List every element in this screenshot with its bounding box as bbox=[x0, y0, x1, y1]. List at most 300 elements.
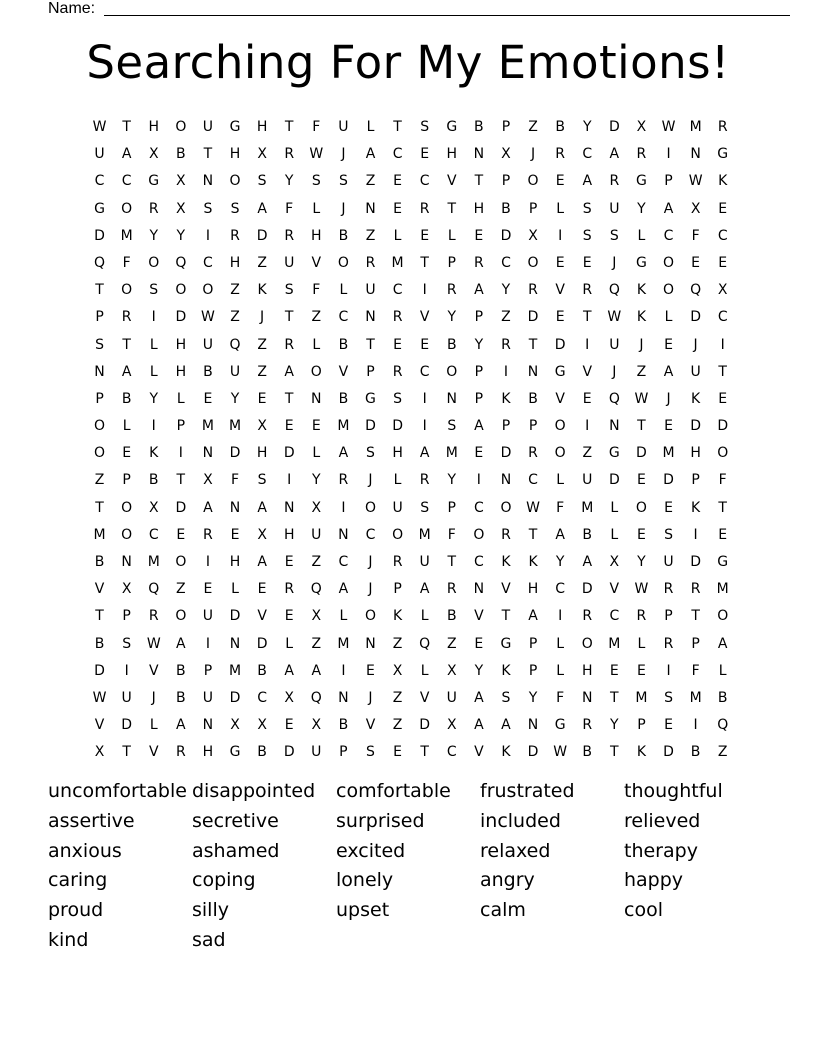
grid-letter: E bbox=[420, 336, 430, 353]
grid-letter: R bbox=[609, 173, 620, 190]
grid-letter: Y bbox=[474, 662, 484, 679]
grid-letter: D bbox=[554, 336, 566, 353]
grid-letter: H bbox=[690, 445, 701, 462]
grid-letter: V bbox=[338, 363, 349, 380]
grid-letter: U bbox=[121, 689, 132, 706]
grid-letter: K bbox=[257, 282, 267, 299]
grid-letter: E bbox=[691, 254, 701, 271]
grid-letter: O bbox=[121, 282, 133, 299]
grid-letter: Q bbox=[310, 581, 322, 598]
word-bank-item: angry bbox=[480, 869, 535, 892]
grid-letter: C bbox=[419, 173, 430, 190]
grid-letter: A bbox=[311, 662, 322, 679]
grid-letter: W bbox=[309, 146, 324, 163]
grid-letter: E bbox=[366, 662, 375, 679]
grid-letter: A bbox=[121, 146, 132, 163]
grid-letter: S bbox=[609, 227, 619, 244]
grid-letter: B bbox=[338, 336, 349, 353]
grid-letter: L bbox=[420, 608, 429, 625]
grid-letter: N bbox=[473, 146, 485, 163]
grid-letter: Z bbox=[392, 635, 403, 652]
word-bank-item: happy bbox=[624, 869, 684, 892]
grid-letter: L bbox=[312, 336, 321, 353]
grid-letter: K bbox=[691, 390, 701, 407]
grid-letter: T bbox=[95, 282, 104, 299]
word-bank-item: upset bbox=[336, 899, 390, 922]
grid-letter: R bbox=[284, 581, 295, 598]
grid-letter: W bbox=[553, 744, 568, 761]
grid-letter: K bbox=[528, 554, 538, 570]
grid-letter: R bbox=[148, 200, 159, 217]
word-bank-item: kind bbox=[48, 928, 89, 951]
grid-letter: T bbox=[718, 499, 727, 516]
grid-letter: S bbox=[203, 200, 213, 217]
grid-letter: R bbox=[284, 227, 295, 244]
grid-letter: N bbox=[338, 526, 349, 543]
grid-letter: L bbox=[176, 390, 185, 407]
grid-letter: L bbox=[556, 200, 565, 217]
word-bank-item: coping bbox=[192, 869, 256, 892]
grid-letter: M bbox=[201, 418, 214, 435]
grid-letter: G bbox=[446, 119, 458, 135]
grid-letter: Y bbox=[474, 336, 484, 353]
grid-letter: J bbox=[612, 363, 617, 380]
grid-letter: R bbox=[501, 336, 511, 353]
grid-letter: L bbox=[447, 227, 456, 244]
grid-letter: Z bbox=[528, 119, 538, 135]
grid-letter: A bbox=[474, 282, 484, 299]
grid-letter: E bbox=[474, 227, 484, 244]
grid-letter: A bbox=[257, 554, 267, 570]
grid-letter: X bbox=[230, 717, 240, 734]
grid-letter: M bbox=[120, 227, 133, 244]
grid-letter: L bbox=[366, 119, 375, 135]
word-bank-item: proud bbox=[48, 899, 104, 922]
grid-letter: O bbox=[581, 635, 593, 652]
grid-letter: R bbox=[121, 309, 132, 326]
grid-letter: H bbox=[256, 445, 268, 462]
grid-letter: S bbox=[338, 173, 348, 190]
grid-letter: I bbox=[720, 336, 725, 353]
grid-letter: A bbox=[365, 146, 376, 163]
grid-letter: K bbox=[501, 744, 511, 761]
grid-letter: Z bbox=[176, 581, 186, 598]
word-bank-item: surprised bbox=[336, 809, 425, 832]
grid-letter: S bbox=[257, 472, 267, 489]
grid-letter: X bbox=[609, 554, 620, 570]
grid-letter: L bbox=[393, 227, 402, 244]
grid-letter: I bbox=[205, 227, 210, 244]
grid-letter: M bbox=[147, 554, 160, 570]
grid-letter: N bbox=[311, 390, 322, 407]
grid-letter: E bbox=[393, 744, 402, 761]
word-bank-item: therapy bbox=[624, 839, 698, 862]
grid-letter: Z bbox=[94, 472, 105, 489]
grid-letter: H bbox=[175, 336, 187, 353]
grid-letter: E bbox=[284, 717, 294, 734]
grid-letter: K bbox=[718, 173, 728, 190]
grid-letter: L bbox=[610, 499, 619, 516]
grid-letter: P bbox=[691, 635, 700, 652]
grid-letter: F bbox=[312, 119, 321, 135]
grid-letter: Y bbox=[149, 227, 159, 244]
grid-letter: B bbox=[338, 390, 349, 407]
grid-letter: T bbox=[393, 119, 402, 135]
grid-letter: F bbox=[447, 526, 456, 543]
grid-letter: Z bbox=[230, 309, 240, 326]
grid-letter: W bbox=[688, 173, 703, 190]
grid-letter: O bbox=[121, 499, 133, 516]
grid-letter: L bbox=[556, 472, 565, 489]
grid-letter: T bbox=[447, 200, 457, 217]
word-bank-item: lonely bbox=[336, 869, 394, 892]
grid-letter: L bbox=[610, 526, 619, 543]
grid-letter: X bbox=[636, 119, 647, 135]
grid-letter: D bbox=[717, 418, 729, 435]
word-bank-item: ashamed bbox=[192, 839, 280, 862]
grid-letter: X bbox=[690, 200, 701, 217]
grid-letter: T bbox=[122, 119, 131, 135]
grid-letter: I bbox=[341, 499, 346, 516]
grid-letter: G bbox=[554, 717, 566, 734]
grid-letter: X bbox=[148, 499, 159, 516]
grid-letter: M bbox=[662, 445, 675, 462]
grid-letter: E bbox=[718, 200, 728, 217]
grid-letter: Z bbox=[257, 254, 267, 271]
grid-letter: E bbox=[664, 717, 673, 734]
grid-letter: P bbox=[393, 581, 402, 598]
grid-letter: A bbox=[555, 526, 565, 543]
grid-letter: J bbox=[368, 554, 373, 570]
grid-letter: D bbox=[175, 499, 187, 516]
grid-letter: P bbox=[528, 418, 538, 435]
grid-letter: O bbox=[175, 554, 187, 570]
grid-letter: I bbox=[503, 363, 509, 380]
grid-letter: V bbox=[419, 309, 430, 326]
grid-letter: R bbox=[636, 146, 647, 163]
grid-letter: Z bbox=[365, 173, 376, 190]
grid-letter: R bbox=[284, 336, 295, 353]
grid-letter: T bbox=[610, 744, 619, 761]
grid-letter: A bbox=[528, 608, 538, 625]
grid-letter: S bbox=[284, 282, 294, 299]
grid-letter: Q bbox=[229, 336, 241, 353]
grid-letter: L bbox=[393, 472, 402, 489]
grid-letter: A bbox=[609, 146, 620, 163]
word-bank-item: uncomfortable bbox=[48, 780, 187, 802]
grid-letter: A bbox=[419, 581, 430, 598]
grid-letter: M bbox=[391, 254, 404, 271]
grid-letter: A bbox=[474, 717, 484, 734]
grid-letter: P bbox=[366, 363, 375, 380]
grid-letter: E bbox=[203, 581, 213, 598]
grid-letter: X bbox=[528, 227, 538, 244]
grid-letter: K bbox=[501, 390, 511, 407]
grid-letter: D bbox=[419, 717, 431, 734]
grid-letter: H bbox=[148, 119, 159, 135]
grid-letter: E bbox=[176, 526, 186, 543]
grid-letter: E bbox=[284, 418, 294, 435]
grid-letter: N bbox=[338, 689, 349, 706]
grid-letter: P bbox=[447, 254, 456, 271]
grid-letter: I bbox=[205, 635, 210, 652]
grid-letter: A bbox=[203, 499, 213, 516]
grid-letter: Y bbox=[230, 390, 240, 407]
grid-letter: I bbox=[558, 227, 563, 244]
grid-letter: C bbox=[419, 363, 430, 380]
grid-letter: M bbox=[635, 689, 648, 706]
grid-letter: C bbox=[203, 254, 213, 271]
grid-letter: Q bbox=[310, 689, 322, 706]
grid-letter: V bbox=[609, 581, 620, 598]
grid-letter: E bbox=[257, 390, 267, 407]
grid-letter: X bbox=[311, 499, 322, 516]
grid-letter: C bbox=[392, 282, 403, 299]
grid-letter: C bbox=[528, 472, 538, 489]
grid-letter: O bbox=[527, 173, 539, 190]
grid-letter: O bbox=[473, 526, 485, 543]
grid-letter: U bbox=[365, 282, 376, 299]
grid-letter: C bbox=[717, 227, 728, 244]
grid-letter: G bbox=[94, 200, 105, 217]
grid-letter: K bbox=[149, 445, 159, 462]
word-bank-item: excited bbox=[336, 839, 406, 862]
grid-letter: I bbox=[666, 146, 671, 163]
grid-letter: Q bbox=[717, 717, 729, 734]
grid-letter: E bbox=[555, 173, 565, 190]
grid-letter: V bbox=[474, 744, 484, 761]
grid-letter: B bbox=[528, 390, 538, 407]
grid-letter: L bbox=[339, 282, 348, 299]
grid-letter: Z bbox=[311, 554, 322, 570]
grid-letter: N bbox=[365, 635, 376, 652]
grid-letter: M bbox=[716, 581, 729, 598]
grid-letter: S bbox=[420, 499, 430, 516]
grid-letter: O bbox=[121, 200, 133, 217]
grid-letter: F bbox=[556, 499, 565, 516]
word-bank-item: cool bbox=[624, 899, 663, 922]
grid-letter: X bbox=[121, 581, 132, 598]
grid-letter: D bbox=[500, 227, 512, 244]
grid-letter: H bbox=[229, 254, 241, 271]
grid-letter: Z bbox=[717, 744, 728, 761]
grid-letter: C bbox=[555, 581, 566, 598]
grid-letter: Y bbox=[501, 282, 511, 299]
grid-letter: M bbox=[337, 635, 350, 652]
grid-letter: I bbox=[476, 472, 481, 489]
grid-letter: S bbox=[582, 227, 592, 244]
grid-letter: T bbox=[284, 309, 294, 326]
grid-letter: A bbox=[501, 717, 511, 734]
grid-letter: D bbox=[283, 744, 295, 761]
grid-letter: H bbox=[473, 200, 485, 217]
grid-letter: I bbox=[151, 418, 156, 435]
grid-letter: N bbox=[202, 173, 214, 190]
grid-letter: J bbox=[151, 689, 156, 706]
grid-letter: D bbox=[527, 309, 539, 326]
grid-letter: R bbox=[528, 445, 538, 462]
grid-letter: T bbox=[528, 336, 538, 353]
grid-letter: H bbox=[311, 227, 322, 244]
grid-letter: T bbox=[122, 336, 131, 353]
grid-letter: R bbox=[203, 526, 213, 543]
grid-letter: G bbox=[229, 119, 241, 135]
grid-letter: A bbox=[257, 200, 267, 217]
grid-letter: Q bbox=[608, 282, 620, 299]
grid-letter: O bbox=[337, 254, 349, 271]
grid-letter: B bbox=[94, 554, 105, 570]
grid-letter: D bbox=[229, 608, 241, 625]
grid-letter: V bbox=[555, 390, 565, 407]
grid-letter: P bbox=[501, 119, 511, 135]
grid-letter: P bbox=[474, 363, 484, 380]
grid-letter: D bbox=[94, 662, 105, 679]
grid-letter: A bbox=[257, 499, 267, 516]
grid-letter: M bbox=[418, 526, 431, 543]
grid-letter: G bbox=[717, 146, 729, 163]
grid-letter: S bbox=[122, 635, 132, 652]
grid-letter: C bbox=[121, 173, 132, 190]
grid-letter: Y bbox=[555, 554, 565, 570]
grid-letter: Z bbox=[392, 689, 403, 706]
word-bank-item: included bbox=[480, 809, 561, 832]
grid-letter: T bbox=[420, 254, 429, 271]
grid-letter: R bbox=[501, 526, 511, 543]
grid-letter: F bbox=[230, 472, 240, 489]
grid-letter: N bbox=[581, 689, 593, 706]
grid-letter: B bbox=[257, 744, 267, 761]
grid-letter: R bbox=[473, 254, 484, 271]
grid-letter: G bbox=[554, 363, 566, 380]
grid-letter: J bbox=[368, 472, 373, 489]
word-bank-item: silly bbox=[192, 899, 229, 922]
word-bank-item: thoughtful bbox=[624, 780, 723, 802]
grid-letter: E bbox=[718, 526, 728, 543]
grid-letter: Z bbox=[311, 635, 322, 652]
grid-letter: H bbox=[229, 146, 241, 163]
grid-letter: Z bbox=[311, 309, 322, 326]
grid-letter: Y bbox=[447, 472, 457, 489]
grid-letter: E bbox=[393, 200, 402, 217]
grid-letter: V bbox=[365, 717, 376, 734]
grid-letter: A bbox=[176, 717, 186, 734]
grid-letter: N bbox=[473, 581, 485, 598]
grid-letter: A bbox=[284, 662, 294, 679]
grid-letter: I bbox=[422, 418, 427, 435]
grid-letter: P bbox=[528, 635, 538, 652]
grid-letter: E bbox=[420, 146, 430, 163]
grid-letter: D bbox=[121, 717, 133, 734]
grid-letter: P bbox=[664, 173, 673, 190]
grid-letter: D bbox=[690, 309, 701, 326]
grid-letter: D bbox=[175, 309, 187, 326]
grid-letter: O bbox=[554, 445, 566, 462]
grid-letter: B bbox=[203, 363, 213, 380]
grid-letter: U bbox=[582, 472, 593, 489]
grid-letter: L bbox=[556, 662, 565, 679]
grid-letter: O bbox=[364, 499, 376, 516]
grid-letter: D bbox=[392, 418, 403, 435]
grid-letter: R bbox=[690, 581, 701, 598]
grid-letter: O bbox=[446, 363, 458, 380]
grid-letter: O bbox=[663, 254, 675, 271]
grid-letter: F bbox=[122, 254, 131, 271]
grid-letter: C bbox=[663, 227, 674, 244]
grid-letter: E bbox=[582, 254, 592, 271]
grid-letter: W bbox=[92, 689, 107, 706]
grid-letter: S bbox=[447, 418, 457, 435]
grid-letter: Y bbox=[312, 472, 321, 489]
grid-letter: J bbox=[341, 200, 346, 217]
grid-letter: R bbox=[446, 282, 457, 299]
grid-letter: E bbox=[284, 554, 294, 570]
grid-letter: S bbox=[420, 119, 430, 135]
grid-letter: D bbox=[527, 744, 539, 761]
grid-letter: C bbox=[717, 309, 728, 326]
grid-letter: G bbox=[500, 635, 512, 652]
grid-letter: P bbox=[528, 200, 538, 217]
grid-letter: L bbox=[231, 581, 239, 598]
grid-letter: G bbox=[635, 254, 647, 271]
grid-letter: L bbox=[339, 608, 348, 625]
grid-letter: K bbox=[636, 282, 647, 299]
grid-letter: U bbox=[311, 744, 322, 761]
grid-letter: T bbox=[610, 689, 619, 706]
grid-letter: N bbox=[283, 499, 295, 516]
grid-letter: L bbox=[664, 309, 673, 326]
grid-letter: V bbox=[94, 581, 105, 598]
grid-letter: L bbox=[637, 635, 646, 652]
grid-letter: B bbox=[501, 200, 511, 217]
grid-letter: N bbox=[365, 309, 376, 326]
grid-letter: S bbox=[95, 336, 104, 353]
grid-letter: P bbox=[95, 309, 104, 326]
grid-letter: A bbox=[474, 689, 484, 706]
grid-letter: M bbox=[93, 526, 106, 543]
grid-letter: E bbox=[393, 173, 402, 190]
grid-letter: X bbox=[392, 662, 403, 679]
grid-letter: S bbox=[664, 689, 673, 706]
grid-letter: A bbox=[284, 363, 294, 380]
grid-letter: E bbox=[474, 445, 484, 462]
grid-letter: E bbox=[609, 662, 619, 679]
grid-letter: A bbox=[121, 363, 132, 380]
grid-letter: T bbox=[637, 418, 646, 435]
grid-letter: R bbox=[365, 254, 376, 271]
grid-letter: S bbox=[393, 390, 403, 407]
grid-letter: Z bbox=[365, 227, 376, 244]
grid-letter: B bbox=[94, 635, 105, 652]
page-title: Searching For My Emotions! bbox=[86, 36, 730, 89]
grid-letter: Q bbox=[94, 254, 106, 271]
grid-letter: W bbox=[92, 119, 107, 135]
grid-letter: A bbox=[582, 173, 593, 190]
grid-letter: B bbox=[176, 662, 186, 679]
grid-letter: I bbox=[422, 282, 427, 299]
grid-letter: P bbox=[474, 309, 484, 326]
grid-letter: C bbox=[94, 173, 105, 190]
grid-letter: U bbox=[202, 608, 214, 625]
grid-letter: W bbox=[661, 119, 676, 135]
grid-letter: Y bbox=[149, 390, 159, 407]
grid-letter: H bbox=[175, 363, 187, 380]
grid-letter: O bbox=[175, 282, 187, 299]
grid-letter: B bbox=[176, 689, 186, 706]
grid-letter: U bbox=[446, 689, 457, 706]
grid-letter: P bbox=[637, 717, 646, 734]
word-bank-item: sad bbox=[192, 928, 226, 951]
grid-letter: Z bbox=[392, 717, 403, 734]
